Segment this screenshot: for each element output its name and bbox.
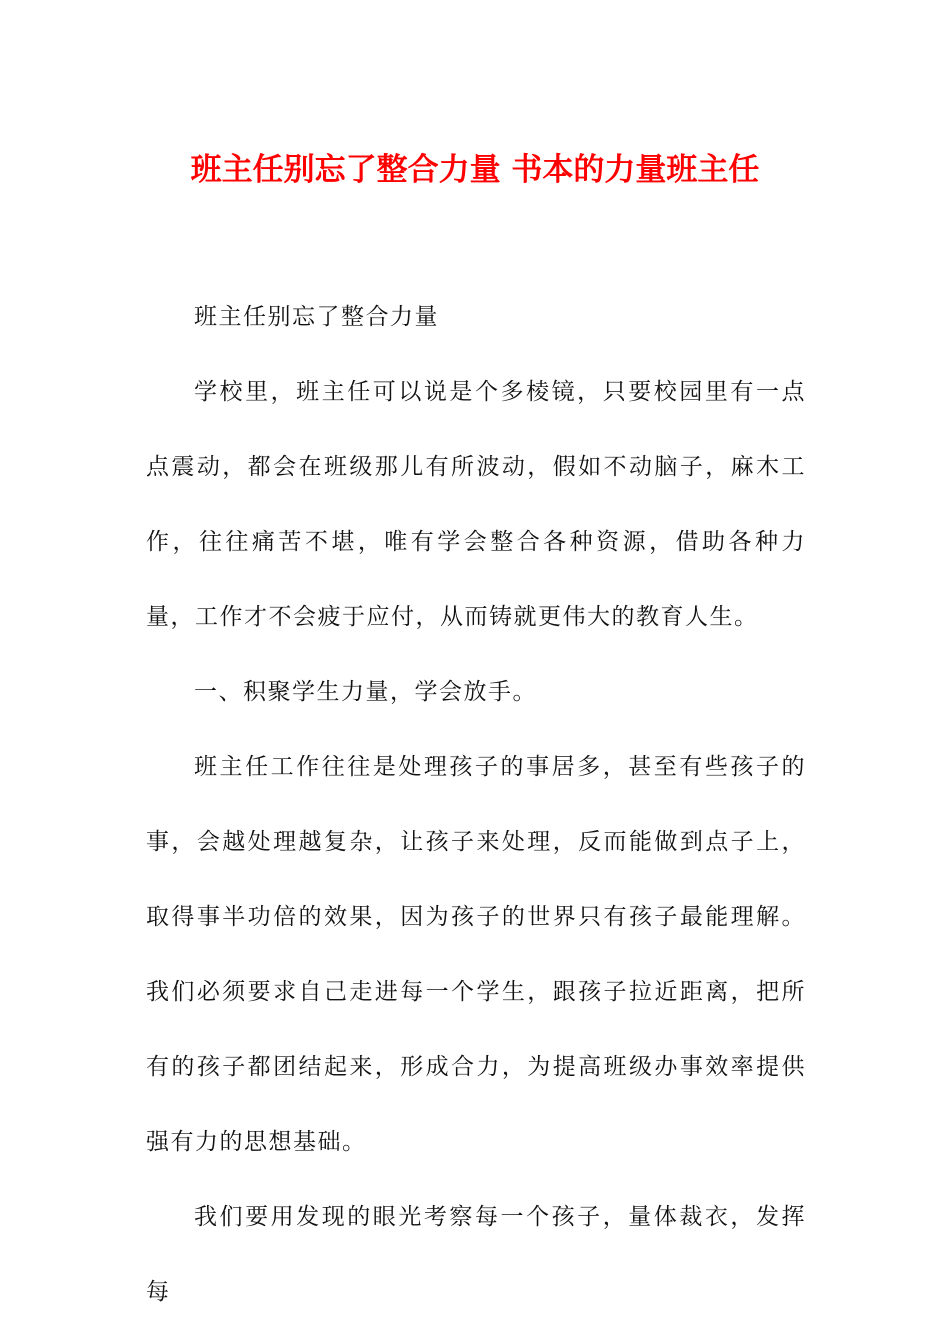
- document-title: 班主任别忘了整合力量 书本的力量班主任: [190, 152, 760, 188]
- paragraph-subtitle: 班主任别忘了整合力量: [194, 304, 439, 330]
- paragraph-observe-students: 我们要用发现的眼光考察每一个孩子，量体裁衣，发挥每: [146, 1204, 806, 1305]
- paragraph-intro: 学校里，班主任可以说是个多棱镜，只要校园里有一点点震动，都会在班级那儿有所波动，假如不动脑子，麻木工作，往往痛苦不堪，唯有学会整合各种资源，借助各种力量，工作才不会疲于应付，从而铸就更伟大的教育人生。: [146, 379, 806, 630]
- paragraph-student-power: 班主任工作往往是处理孩子的事居多，甚至有些孩子的事，会越处理越复杂，让孩子来处理，反而能做到点子上，取得事半功倍的效果，因为孩子的世界只有孩子最能理解。我们必须要求自己走进每一个学生，跟孩子拉近距离，把所有的孩子都团结起来，形成合力，为提高班级办事效率提供强有力的思想基础。: [146, 754, 806, 1155]
- paragraph-section-heading: 一、积聚学生力量，学会放手。: [194, 679, 537, 705]
- document-body: [146, 280, 806, 1330]
